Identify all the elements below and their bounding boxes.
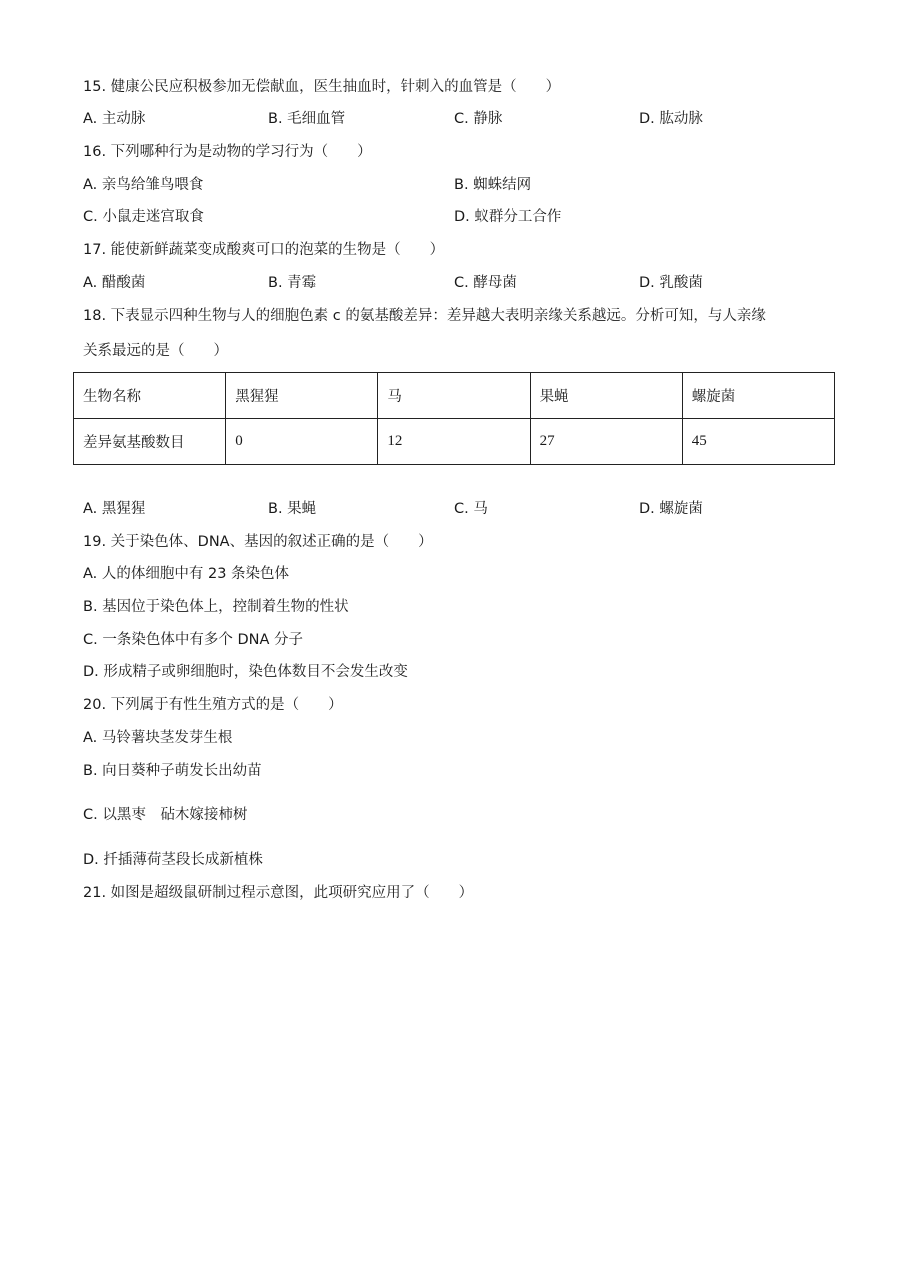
table-cell: 差异氨基酸数目	[74, 419, 226, 465]
q17-option-d: D. 乳酸菌	[639, 275, 703, 291]
q16-option-a: A. 亲鸟给雏鸟喂食	[83, 177, 204, 193]
question-18-stem-line2: 关系最远的是（ ）	[83, 343, 228, 359]
table-cell: 螺旋菌	[682, 373, 834, 419]
q18-option-b: B. 果蝇	[268, 501, 317, 517]
q16-option-d: D. 蚁群分工合作	[454, 209, 562, 225]
table-cell: 黑猩猩	[226, 373, 378, 419]
q19-option-c: C. 一条染色体中有多个 DNA 分子	[83, 632, 303, 648]
table-header-row	[74, 373, 835, 419]
q20-option-c: C. 以黑枣 砧木嫁接柿树	[83, 807, 248, 823]
q18-option-d: D. 螺旋菌	[639, 501, 703, 517]
q16-option-c: C. 小鼠走迷宫取食	[83, 209, 204, 225]
q16-option-b: B. 蜘蛛结网	[454, 177, 532, 193]
q17-option-a: A. 醋酸菌	[83, 275, 146, 291]
table-cell: 45	[682, 419, 834, 465]
q19-option-b: B. 基因位于染色体上，控制着生物的性状	[83, 599, 349, 615]
table-row	[74, 419, 835, 465]
table-cell: 马	[378, 373, 530, 419]
table-cell: 27	[530, 419, 682, 465]
question-18-stem-line1: 18. 下表显示四种生物与人的细胞色素 c 的氨基酸差异：差异越大表明亲缘关系越远。分析可知，与人亲缘	[83, 308, 766, 324]
q19-option-d: D. 形成精子或卵细胞时，染色体数目不会发生改变	[83, 664, 408, 680]
table-cell: 生物名称	[74, 373, 226, 419]
question-17-stem: 17. 能使新鲜蔬菜变成酸爽可口的泡菜的生物是（ ）	[83, 242, 445, 258]
q18-option-c: C. 马	[454, 501, 488, 517]
q20-option-a: A. 马铃薯块茎发芽生根	[83, 730, 233, 746]
q20-option-d: D. 扦插薄荷茎段长成新植株	[83, 852, 263, 868]
q19-option-a: A. 人的体细胞中有 23 条染色体	[83, 566, 290, 582]
question-19-stem: 19. 关于染色体、DNA、基因的叙述正确的是（ ）	[83, 534, 433, 550]
table-cell: 果蝇	[530, 373, 682, 419]
q15-option-a: A. 主动脉	[83, 111, 146, 127]
q15-option-c: C. 静脉	[454, 111, 503, 127]
table-cell: 12	[378, 419, 530, 465]
q17-option-c: C. 酵母菌	[454, 275, 517, 291]
q15-option-d: D. 肱动脉	[639, 111, 703, 127]
question-16-stem: 16. 下列哪种行为是动物的学习行为（ ）	[83, 144, 372, 160]
q20-option-b: B. 向日葵种子萌发长出幼苗	[83, 763, 262, 779]
table-cell: 0	[226, 419, 378, 465]
q18-option-a: A. 黑猩猩	[83, 501, 146, 517]
q15-option-b: B. 毛细血管	[268, 111, 346, 127]
question-20-stem: 20. 下列属于有性生殖方式的是（ ）	[83, 697, 343, 713]
amino-acid-difference-table	[73, 372, 835, 465]
q17-option-b: B. 青霉	[268, 275, 317, 291]
question-15-stem: 15. 健康公民应积极参加无偿献血，医生抽血时，针刺入的血管是（ ）	[83, 79, 561, 95]
question-21-stem: 21. 如图是超级鼠研制过程示意图，此项研究应用了（ ）	[83, 885, 474, 901]
